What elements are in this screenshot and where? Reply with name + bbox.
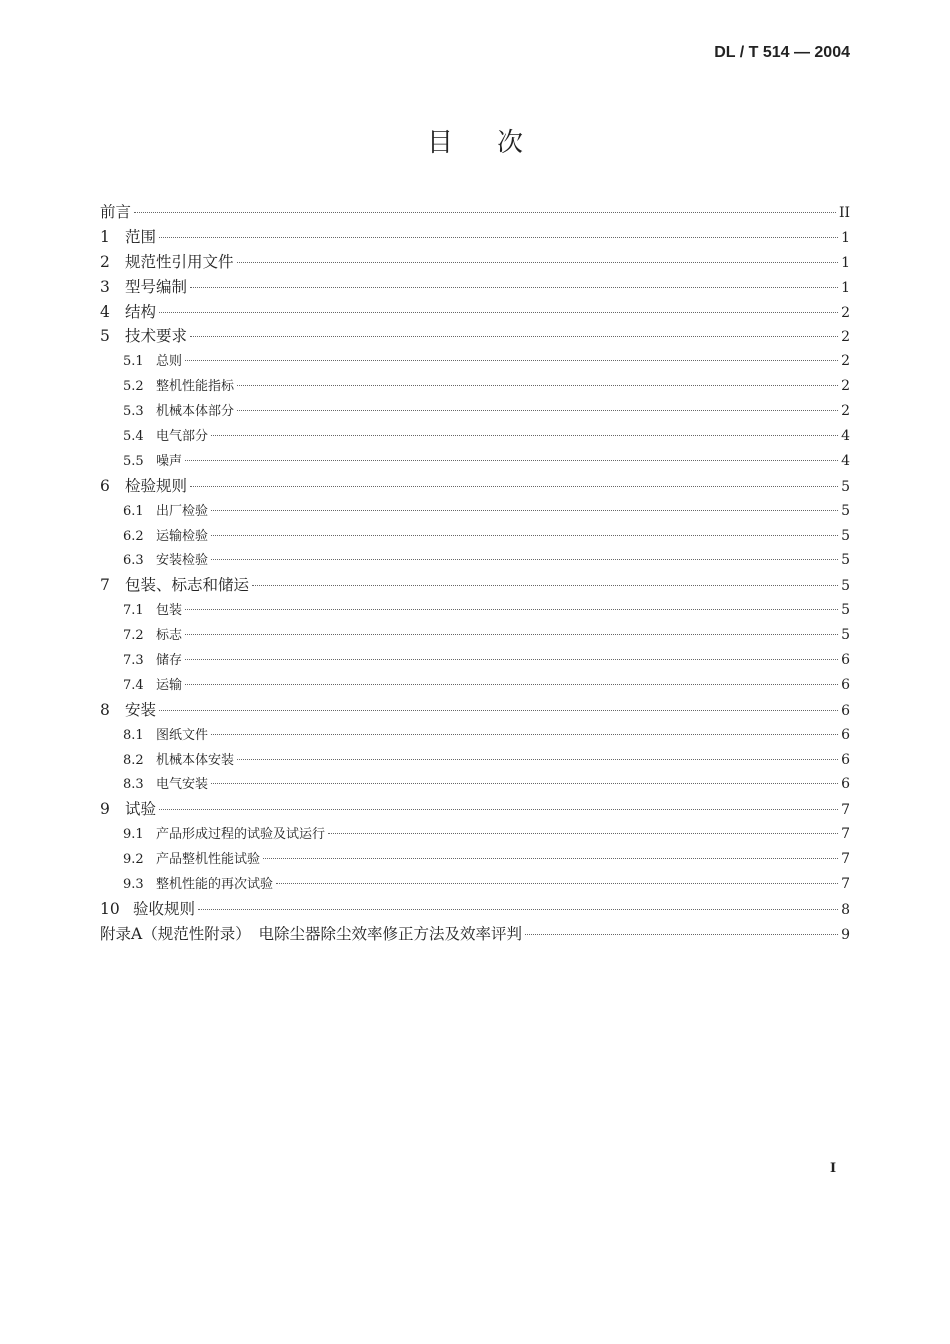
toc-entry[interactable] [100, 772, 850, 797]
toc-entry-page: 2 [841, 304, 850, 321]
toc-entry[interactable] [100, 698, 850, 723]
toc-entry[interactable] [100, 872, 850, 897]
dotted-leader [190, 287, 838, 288]
toc-entry-title: 技术要求 [125, 327, 188, 346]
toc-entry-page: II [838, 205, 850, 221]
toc-entry-number: 9 [100, 800, 110, 819]
toc-entry[interactable] [100, 673, 850, 698]
toc-entry-page: 5 [841, 578, 850, 595]
toc-entry-title: 试验 [125, 800, 157, 819]
toc-entry-title: 整机性能的再次试验 [156, 877, 274, 893]
dotted-leader [237, 410, 838, 411]
toc-entry-title: 安装 [125, 700, 157, 719]
toc-entry-title: 整机性能指标 [156, 379, 235, 395]
dotted-leader [159, 237, 838, 238]
toc-entry-number: 3 [100, 277, 110, 296]
dotted-leader [190, 336, 838, 337]
toc-entry-page: 4 [841, 452, 850, 469]
toc-entry-number: 10 [100, 899, 120, 918]
toc-entry-page: 1 [841, 254, 850, 271]
toc-entry-page: 7 [841, 802, 850, 819]
toc-entry-number: 6.2 [123, 528, 144, 544]
toc-entry[interactable] [100, 275, 850, 300]
table-of-contents [100, 200, 850, 947]
dotted-leader [159, 312, 838, 313]
toc-entry[interactable] [100, 623, 850, 648]
toc-entry[interactable] [100, 922, 850, 947]
dotted-leader [237, 262, 839, 263]
toc-entry-number: 5.3 [123, 404, 144, 420]
standard-code-header: DL / T 514 — 2004 [714, 44, 850, 61]
dotted-leader [211, 783, 838, 784]
toc-entry[interactable] [100, 374, 850, 399]
toc-entry-page: 5 [841, 478, 850, 495]
toc-entry-page: 2 [841, 403, 850, 420]
toc-entry-page: 5 [841, 627, 850, 644]
toc-entry[interactable] [100, 822, 850, 847]
toc-entry-number: 6.3 [123, 553, 144, 569]
toc-entry-page: 6 [841, 702, 850, 719]
toc-entry-title: 运输 [156, 677, 183, 693]
toc-entry-number: 8.2 [123, 752, 144, 768]
toc-entry-title: 运输检验 [156, 528, 209, 544]
toc-entry[interactable] [100, 648, 850, 673]
dotted-leader [159, 809, 838, 810]
toc-entry[interactable] [100, 399, 850, 424]
toc-entry-page: 6 [841, 676, 850, 693]
toc-entry[interactable] [100, 424, 850, 449]
toc-entry-title: 出厂检验 [156, 503, 209, 519]
dotted-leader [211, 510, 838, 511]
toc-entry-page: 6 [841, 726, 850, 743]
toc-entry-title: 标志 [156, 628, 183, 644]
dotted-leader [211, 559, 838, 560]
toc-entry[interactable] [100, 300, 850, 325]
toc-entry-title: 机械本体安装 [156, 752, 235, 768]
toc-entry-number: 5.2 [123, 379, 144, 395]
dotted-leader [185, 460, 838, 461]
toc-entry[interactable] [100, 573, 850, 598]
toc-entry-title: 储存 [156, 653, 183, 669]
toc-entry-page: 1 [841, 229, 850, 246]
dotted-leader [190, 486, 838, 487]
toc-entry-title: 产品形成过程的试验及试运行 [156, 827, 326, 843]
dotted-leader [185, 360, 838, 361]
toc-entry-page: 7 [841, 826, 850, 843]
dotted-leader [211, 734, 838, 735]
toc-entry-number: 9.3 [123, 877, 144, 893]
toc-entry-page: 5 [841, 527, 850, 544]
dotted-leader [252, 585, 838, 586]
toc-entry[interactable] [100, 748, 850, 773]
toc-entry-title: 总则 [156, 354, 183, 370]
toc-entry-number: 5.4 [123, 429, 144, 445]
toc-entry[interactable] [100, 524, 850, 549]
toc-entry-title: 前言 [100, 203, 132, 221]
toc-entry-number: 8.1 [123, 727, 144, 743]
toc-entry-title: 型号编制 [125, 277, 188, 296]
toc-entry-page: 7 [841, 876, 850, 893]
page-number: I [830, 1161, 837, 1176]
toc-entry-number: 5.1 [123, 354, 144, 370]
toc-entry-number: 9.1 [123, 827, 144, 843]
toc-entry-number: 9.2 [123, 852, 144, 868]
toc-entry-page: 6 [841, 652, 850, 669]
toc-entry-page: 2 [841, 329, 850, 346]
dotted-leader [525, 934, 838, 935]
toc-entry-number: 7.3 [123, 653, 144, 669]
toc-entry[interactable] [100, 225, 850, 250]
toc-entry-page: 1 [841, 279, 850, 296]
toc-entry[interactable] [100, 598, 850, 623]
toc-entry[interactable] [100, 349, 850, 374]
toc-entry[interactable] [100, 723, 850, 748]
toc-entry-page: 5 [841, 602, 850, 619]
dotted-leader [198, 909, 838, 910]
toc-entry-number: 7.4 [123, 677, 144, 693]
toc-entry-page: 2 [841, 353, 850, 370]
toc-entry[interactable] [100, 449, 850, 474]
toc-entry-page: 5 [841, 502, 850, 519]
toc-entry-number: 5.5 [123, 453, 144, 469]
dotted-leader [263, 858, 838, 859]
toc-entry-page: 2 [841, 378, 850, 395]
dotted-leader [211, 435, 838, 436]
toc-entry-title: 附录A（规范性附录） 电除尘器除尘效率修正方法及效率评判 [100, 924, 522, 943]
toc-entry-title: 规范性引用文件 [125, 252, 234, 271]
toc-entry-title: 噪声 [156, 453, 183, 469]
toc-entry[interactable] [100, 324, 850, 349]
toc-entry[interactable] [100, 250, 850, 275]
toc-entry[interactable] [100, 474, 850, 499]
toc-entry-number: 8 [100, 700, 110, 719]
dotted-leader [134, 212, 836, 213]
toc-entry-title: 范围 [125, 227, 157, 246]
dotted-leader [237, 385, 838, 386]
toc-entry-number: 5 [100, 327, 110, 346]
toc-entry-page: 9 [841, 926, 850, 943]
toc-entry-title: 电气安装 [156, 777, 209, 793]
toc-entry-number: 8.3 [123, 777, 144, 793]
toc-entry-title: 结构 [125, 302, 157, 321]
toc-entry[interactable] [100, 499, 850, 524]
toc-entry-number: 7.1 [123, 603, 144, 619]
toc-entry-title: 电气部分 [156, 429, 209, 445]
toc-entry[interactable] [100, 897, 850, 922]
toc-entry-page: 7 [841, 851, 850, 868]
dotted-leader [185, 609, 838, 610]
dotted-leader [237, 759, 838, 760]
toc-entry-page: 4 [841, 428, 850, 445]
toc-entry[interactable] [100, 200, 850, 225]
dotted-leader [211, 535, 838, 536]
toc-entry-number: 7 [100, 576, 110, 595]
toc-entry-page: 8 [841, 901, 850, 918]
toc-entry[interactable] [100, 548, 850, 573]
page-title: 目次 [426, 128, 567, 158]
toc-entry-number: 6 [100, 476, 110, 495]
toc-entry-title: 机械本体部分 [156, 404, 235, 420]
toc-entry[interactable] [100, 797, 850, 822]
toc-entry-page: 6 [841, 776, 850, 793]
toc-entry-title: 安装检验 [156, 553, 209, 569]
dotted-leader [328, 833, 838, 834]
toc-entry-title: 验收规则 [133, 899, 196, 918]
toc-entry-number: 1 [100, 227, 110, 246]
toc-entry-number: 2 [100, 252, 110, 271]
toc-entry-number: 6.1 [123, 503, 144, 519]
toc-entry-title: 检验规则 [125, 476, 188, 495]
toc-entry-page: 6 [841, 751, 850, 768]
toc-entry-page: 5 [841, 552, 850, 569]
toc-entry-number: 7.2 [123, 628, 144, 644]
dotted-leader [276, 883, 838, 884]
toc-entry-title: 包装 [156, 603, 183, 619]
toc-entry[interactable] [100, 847, 850, 872]
toc-entry-title: 产品整机性能试验 [156, 852, 261, 868]
dotted-leader [185, 684, 838, 685]
toc-entry-title: 图纸文件 [156, 727, 209, 743]
toc-entry-number: 4 [100, 302, 110, 321]
dotted-leader [159, 710, 838, 711]
toc-entry-title: 包装、标志和储运 [125, 576, 250, 595]
dotted-leader [185, 634, 838, 635]
dotted-leader [185, 659, 838, 660]
